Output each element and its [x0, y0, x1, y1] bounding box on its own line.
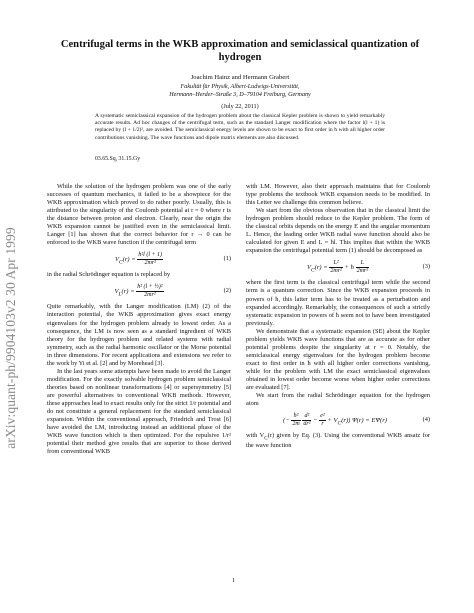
eq2-sub: L [118, 291, 122, 298]
equation-3 [246, 258, 430, 276]
paragraph: We start from the obvious observation that in the classical limit the hydrogen problem should reduce to the Kepler problem. The form of the classical orbits depends on the energy E and the angular momentum L. Hence, the leading order WKB radial wave function should also be calculated for given E and L = ħl. This implies that within the WKB expansion the centrifugal potential term (1) should be decomposed as [246, 207, 430, 255]
paragraph: where the first term is the classical centrifugal term while the second term is a quantum correction. Since the WKB expansion proceeds in powers of ħ, this latter term has to be treated as a perturbation and expanded accordingly. Remarkably, the consequences of such a strictly systematic expansion in powers of ħ seem not to have been investigated previously. [246, 279, 430, 327]
eq4-numerator-2: e² [320, 413, 325, 420]
paragraph: While the solution of the hydrogen problem was one of the early successes of quantum mechanics, it failed to be a showpiece for the WKB approximation which proved to do rather poorly. Usually, this is attributed to the singularity of the Coulomb potential at r = 0 where r is the distance between proton and electron. Clearly, near the origin the WKB expansion cannot be justified even in the semiclassical limit. Langer [1] has shown that the correct behavior for r → 0 can be enforced to the WKB wave function if the centrifugal term [47, 183, 231, 247]
equation-number: (3) [422, 263, 430, 271]
eq4-denominator-1: 2m [292, 421, 300, 428]
paper-title: Centrifugal terms in the WKB approximation and semiclassical quantization of hydrogen [60, 39, 420, 63]
eq3-numerator-2: L [356, 260, 369, 268]
p6-sub: C [264, 435, 268, 442]
affiliation [50, 83, 430, 99]
affiliation-line-2: Hermann–Herder–Straße 3, D–79104 Freiburg, Germany [169, 92, 311, 98]
eq4-rest: (r)) Ψ(r) = EΨ(r) [341, 417, 387, 425]
right-column [246, 183, 430, 451]
arxiv-stamp [2, 188, 20, 488]
eq4-open: (− [283, 417, 290, 425]
eq4-plus-v: + V [327, 417, 338, 425]
equation-2 [47, 282, 231, 300]
eq1-arg: (r) = [122, 256, 136, 264]
paragraph [246, 432, 430, 450]
eq4-derivative-bottom: dr² [303, 421, 311, 428]
author-list: Joachim Hainz and Hermann Grabert [190, 74, 290, 81]
paragraph: in the radial Schrödinger equation is replaced by [47, 271, 171, 279]
left-column [47, 183, 231, 456]
equation-number: (1) [223, 255, 231, 263]
eq2-numerator: ħ² (l + ½)² [137, 284, 163, 291]
pacs-numbers: 03.65.Sq, 31.15.Gy [95, 156, 141, 162]
eq4-fraction-1 [291, 413, 300, 428]
eq2-arg: (r) = [121, 288, 135, 296]
equation-number: (2) [223, 287, 231, 295]
eq4-numerator-1: ħ² [291, 413, 300, 421]
paragraph: Quite remarkably, with the Langer modification (LM) (2) of the interaction potential, the WKB approximation gives exact energy eigenvalues for the hydrogen problem already to lowest order. As a consequence, the LM is now seen as a standard ingredient of WKB theory for the hydrogen problem and related systems with radial symmetry, such as the radial harmonic oscillator or the Morse potential in three dimensions. For recent applications and extensions we refer to the work by Yi et al. [2] and by Morehead [3]. [47, 303, 231, 367]
paper-date: (July 22, 2011) [221, 103, 259, 110]
eq4-derivative [302, 413, 311, 428]
eq2-fraction [136, 284, 163, 299]
eq3-numerator-1: L² [329, 260, 342, 268]
eq2-lhs: V [114, 288, 119, 296]
eq3-denominator-1: 2mr² [330, 268, 342, 275]
p6-start: with V [246, 432, 265, 440]
eq3-fraction-2 [356, 260, 369, 275]
eq4-sub: C [337, 420, 342, 427]
eq3-plus: + ħ [344, 264, 354, 272]
eq3-lhs: V [306, 264, 311, 272]
eq1-lhs: V [114, 256, 119, 264]
p6-rest: (r) given by Eq. (3). Using the conventional WKB ansatz for the wave function [246, 432, 430, 450]
paragraph: In the last years some attempts have been made to avoid the Langer modification. For the exactly solvable hydrogen problem semiclassical theories based on nonlinear transformations [4] or supersymmetry [5] are powerful alternatives to conventional WKB methods. However, these approaches lead to exact results only for the strict 1/r potential and do not constitute a general replacement for the standard semiclassical expansion. Within the conventional approach, Friedrich and Trost [6] have avoided the LM, introducing instead an additional phase of the WKB wave function which is then optimized. For the repulsive 1/r² potential their method give results that are superior to those derived from conventional WKB [47, 367, 231, 456]
page-number: 1 [232, 577, 236, 584]
eq4-derivative-top: d² [302, 413, 311, 421]
eq3-sub: C [310, 267, 315, 274]
equation-4 [246, 411, 430, 429]
eq3-denominator-2: 2mr² [356, 268, 369, 275]
eq1-denominator: 2mr² [144, 260, 156, 267]
eq1-fraction [137, 252, 163, 267]
eq4-fraction-2 [319, 413, 325, 428]
eq4-denominator-2: r [321, 421, 324, 428]
paragraph: We start from the radial Schrödinger equation for the hydrogen atom [246, 392, 430, 408]
eq4-minus: − [313, 417, 318, 425]
eq3-fraction-1 [329, 260, 342, 275]
abstract: A systematic semiclassical expansion of the hydrogen problem about the classical Kepler problem is shown to yield remarkably accurate results. Ad hoc changes of the centrifugal term, such as the standard Langer modification where the factor l(l + 1) is replaced by (l + 1/2)², are avoided. The semiclassical energy levels are shown to be exact to first order in ħ with all higher order contributions vanishing. The wave functions and dipole matrix elements are also discussed. [95, 113, 385, 141]
paragraph: with LM. However, also their approach maintains that for Coulomb type problems the textbook WKB expansion needs to be modified. In this Letter we challenge this common believe. [246, 183, 430, 207]
equation-1 [47, 250, 231, 268]
affiliation-line-1: Fakultät für Physik, Albert-Ludwigs-Universität, [180, 84, 300, 90]
paragraph: We demonstrate that a systematic expansion (SE) about the Kepler problem yields WKB wave functions that are as accurate as for other potential problems despite the singularity at r = 0. Notably, the semiclassical energy eigenvalues for the hydrogen problem become exact to first order in ħ with all higher order corrections vanishing, while for the problem with LM the exact semiclassical eigenvalues obtained in lowest order become worse when higher order corrections are evaluated [7]. [246, 327, 430, 392]
eq2-denominator: 2mr² [144, 292, 156, 299]
eq3-arg: (r) = [314, 264, 328, 272]
eq1-numerator: ħ²l (l + 1) [138, 252, 163, 259]
eq1-sub: C [118, 259, 123, 266]
arxiv-stamp-text: arXiv:quant-ph/9904103v2 30 Apr 1999 [3, 227, 18, 449]
equation-number: (4) [422, 416, 430, 424]
